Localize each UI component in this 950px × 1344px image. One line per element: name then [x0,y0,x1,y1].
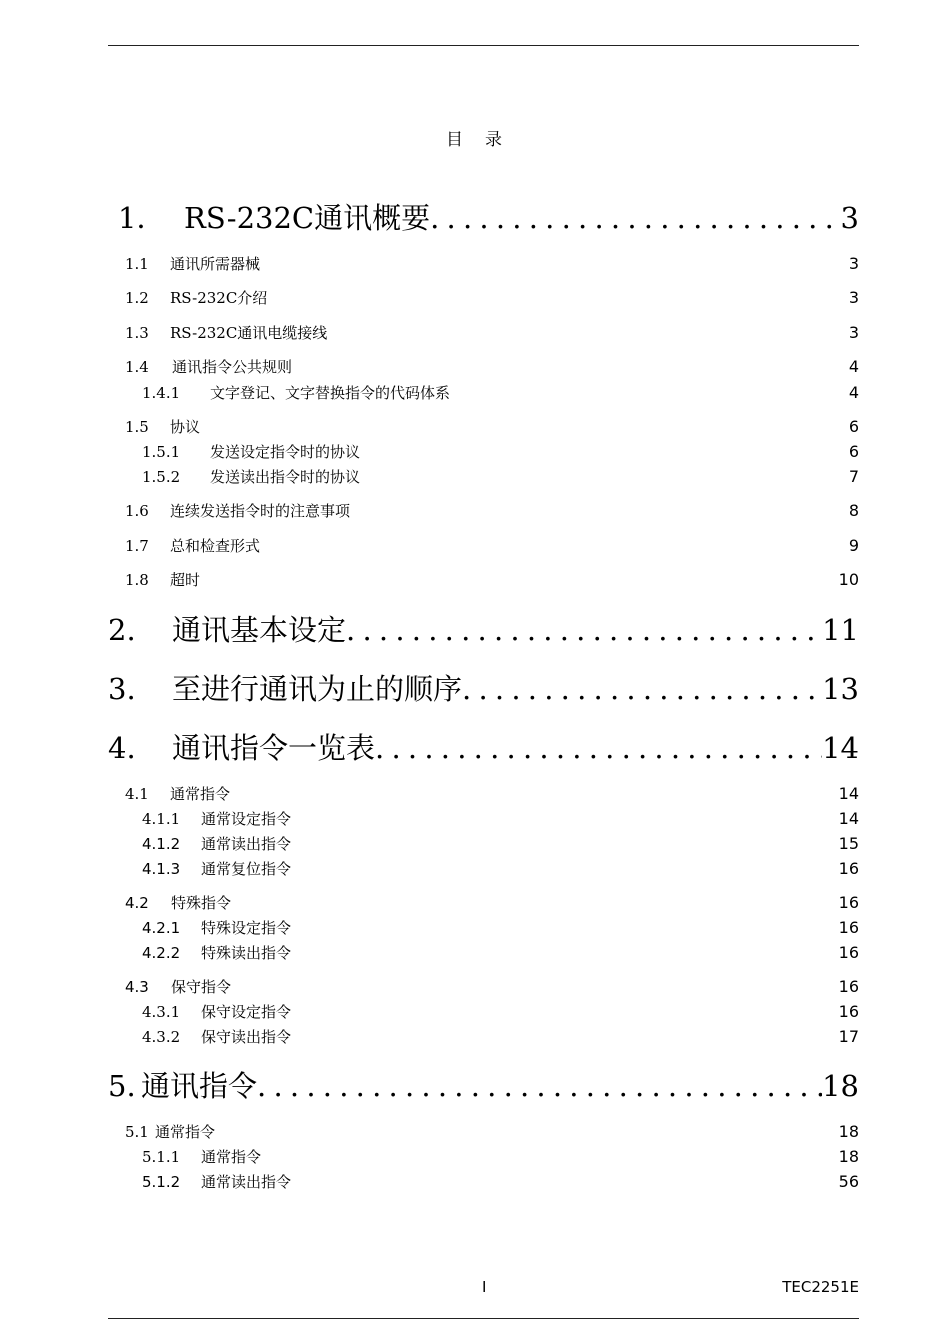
footer-rule [108,1318,859,1319]
leader-dots [257,1066,822,1106]
toc-chapter-1[interactable]: 1． RS-232C通讯概要 . . . 3 [108,198,859,238]
toc-subsection-1-4-1[interactable]: 1.4.1 文字登记、文字替换指令的代码体系 4 [142,383,859,402]
toc-subsection-1-5-1[interactable]: 1.5.1 发送设定指令时的协议 6 [142,442,859,461]
toc-section-1-5[interactable]: 1.5 协议 6 [125,417,859,436]
toc-section-4-2[interactable]: 4.2 特殊指令 16 [125,893,859,912]
toc-subsection-4-3-2[interactable]: 4.3.2 保守读出指令 17 [142,1027,859,1046]
toc-subsection-4-3-1[interactable]: 4.3.1 保守设定指令 16 [142,1002,859,1021]
toc-subsection-4-2-1[interactable]: 4.2.1 特殊设定指令 16 [142,918,859,937]
toc-subsection-5-1-1[interactable]: 5.1.1 通常指令 18 [142,1147,859,1166]
toc-subsection-4-1-3[interactable]: 4.1.3 通常复位指令 16 [142,859,859,878]
toc-section-1-1[interactable]: 1.1 通讯所需器械 3 [125,254,859,273]
toc-section-1-6[interactable]: 1.6 连续发送指令时的注意事项 8 [125,501,859,520]
footer-doc-code: TEC2251E [782,1278,859,1296]
toc-section-1-4[interactable]: 1.4 通讯指令公共规则 4 [125,357,859,376]
toc-section-1-2[interactable]: 1.2 RS-232C介绍 3 [125,288,859,307]
toc-subsection-5-1-2[interactable]: 5.1.2 通常读出指令 56 [142,1172,859,1191]
toc-subsection-4-2-2[interactable]: 4.2.2 特殊读出指令 16 [142,943,859,962]
toc-chapter-5[interactable]: 5. 通讯指令 . . . 18 [108,1066,859,1106]
toc-section-4-1[interactable]: 4.1 通常指令 14 [125,784,859,803]
toc-section-5-1[interactable]: 5.1 通常指令 18 [125,1122,859,1141]
leader-dots [430,198,840,238]
toc-section-1-3[interactable]: 1.3 RS-232C通讯电缆接线 3 [125,323,859,342]
leader-dots [462,669,822,709]
toc-chapter-3[interactable]: 3. 至进行通讯为止的顺序 . . . 13 [108,669,859,709]
leader-dots [375,728,822,768]
toc-subsection-4-1-2[interactable]: 4.1.2 通常读出指令 15 [142,834,859,853]
toc-section-1-8[interactable]: 1.8 超时 10 [125,570,859,589]
toc-chapter-2[interactable]: 2. 通讯基本设定 . . . 11 [108,610,859,650]
toc-subsection-1-5-2[interactable]: 1.5.2 发送读出指令时的协议 7 [142,467,859,486]
toc-title: 目 录 [446,130,504,150]
header-rule [108,45,859,46]
leader-dots [346,610,822,650]
toc-section-4-3[interactable]: 4.3 保守指令 16 [125,977,859,996]
footer-page-number: I [482,1278,487,1296]
toc-subsection-4-1-1[interactable]: 4.1.1 通常设定指令 14 [142,809,859,828]
toc-section-1-7[interactable]: 1.7 总和检查形式 9 [125,536,859,555]
toc-chapter-4[interactable]: 4. 通讯指令一览表 . . . 14 [108,728,859,768]
